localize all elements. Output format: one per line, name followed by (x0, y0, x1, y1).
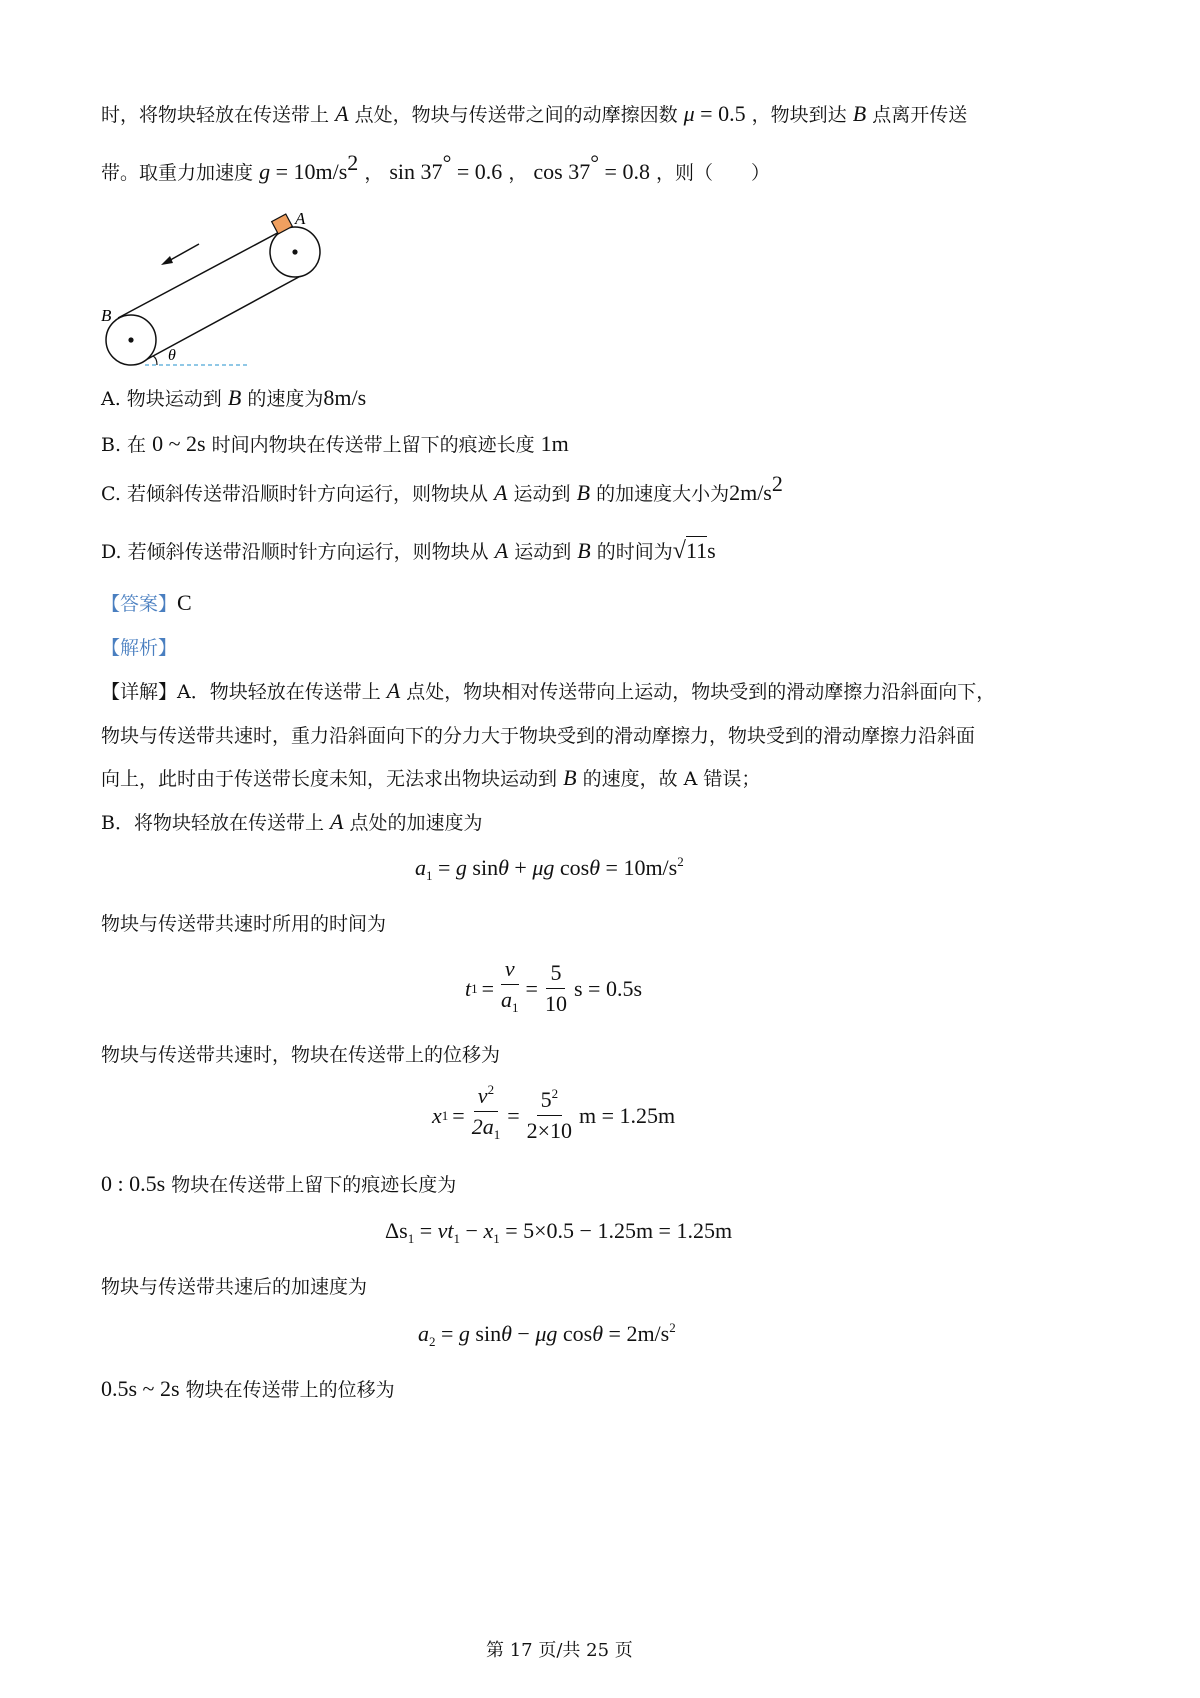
fraction-v2-over-2a1: $\frac{v^2}{2a_1}$ (471, 1082, 501, 1142)
detail-displacement-intro: 物块与传送带共速时，物块在传送带上的位移为 (101, 1044, 501, 1066)
equation-x1: x 1 = $\frac{v^2}{2a_1}$ = $\frac{5^2}{2\times 10}$ m = 1.25m (432, 1083, 675, 1148)
analysis-label: 【解析】 (101, 637, 178, 659)
fraction-25-over-20: $\frac{5^2}{2\times 10}$ (526, 1086, 573, 1143)
belt-bottom-line (142, 272, 308, 362)
figure-label-b: B (101, 306, 112, 325)
equation-t1: t 1 = $\frac{v}{a_1}$ = $\frac{5}{10}$ s = 0.5s (465, 956, 642, 1021)
figure-label-a: A (295, 209, 306, 228)
option-a[interactable]: A. 物块运动到 B 的速度为8m/s (101, 385, 367, 410)
detail-line-2: 物块与传送带共速时，重力沿斜面向下的分力大于物块受到的滑动摩擦力，物块受到的滑动摩擦力沿斜面 (101, 725, 976, 747)
question-line-1: 时，将物块轻放在传送带上 A 点处，物块与传送带之间的动摩擦因数 μ = 0.5 ，物块到达 B 点离开传送 (101, 101, 968, 126)
mu-symbol: μ (683, 101, 695, 126)
conveyor-belt-figure (95, 200, 335, 380)
belt-top-line (118, 230, 283, 318)
question-line-2: 带。取重力加速度 $g = 10m/s^2$ ， sin 37° = 0.6 ， cos 37° = 0.8 ，则（ ） (101, 150, 771, 184)
arrow-head-icon (161, 256, 173, 265)
point-a-ref: A (335, 101, 349, 126)
figure-label-theta: θ (168, 347, 176, 364)
fraction-5-over-10: $\frac{5}{10}$ (544, 960, 567, 1016)
answer-line (101, 589, 192, 616)
option-d[interactable]: D. 若倾斜传送带沿顺时针方向运行，则物块从 A 运动到 B 的时间为√11s (101, 538, 716, 564)
detail-second-phase-intro: 0.5s ~ 2s 物块在传送带上的位移为 (101, 1376, 395, 1401)
pulley-b-center (128, 337, 133, 342)
detail-a2-intro: 物块与传送带共速后的加速度为 (101, 1276, 368, 1298)
equation-delta-s1: $\Delta s_1 = vt_1 - x_1 = 5\times 0.5 - 1.25m = 1.25m$ (385, 1218, 733, 1246)
sqrt-icon: √ (672, 538, 686, 564)
detail-trace-intro: 0 : 0.5s 物块在传送带上留下的痕迹长度为 (101, 1171, 457, 1196)
angle-arc (153, 356, 157, 365)
equation-a1: $a_1 = g$ sinθ + μg $\cos\theta = 10m/s^2$ (415, 854, 684, 883)
option-b[interactable]: B. 在 0 ~ 2s 时间内物块在传送带上留下的痕迹长度 1m (101, 431, 569, 456)
detail-line-1: 【详解】A．物块轻放在传送带上 A 点处，物块相对传送带向上运动，物块受到的滑动摩擦力沿斜面向下， (101, 678, 996, 703)
answer-label: 【答案】 (101, 593, 178, 615)
detail-line-3: 向上，此时由于传送带长度未知，无法求出物块运动到 B 的速度，故 A 错误； (101, 765, 761, 790)
equation-a2: $a_2 = g$ sinθ − μg $\cos\theta = 2m/s^2$ (418, 1320, 676, 1349)
page-footer: 第 17 页/共 25 页 (486, 1640, 633, 1661)
fraction-v-over-a1: $\frac{v}{a_1}$ (501, 956, 519, 1015)
option-c[interactable]: C. 若倾斜传送带沿顺时针方向运行，则物块从 A 运动到 B 的加速度大小为$2m/s^2$ (101, 471, 783, 505)
detail-b-intro: B．将物块轻放在传送带上 A 点处的加速度为 (101, 809, 483, 834)
answer-value: C (177, 590, 192, 615)
point-b-ref: B (852, 101, 867, 126)
pulley-a-center (292, 249, 297, 254)
detail-time-intro: 物块与传送带共速时所用的时间为 (101, 913, 387, 935)
